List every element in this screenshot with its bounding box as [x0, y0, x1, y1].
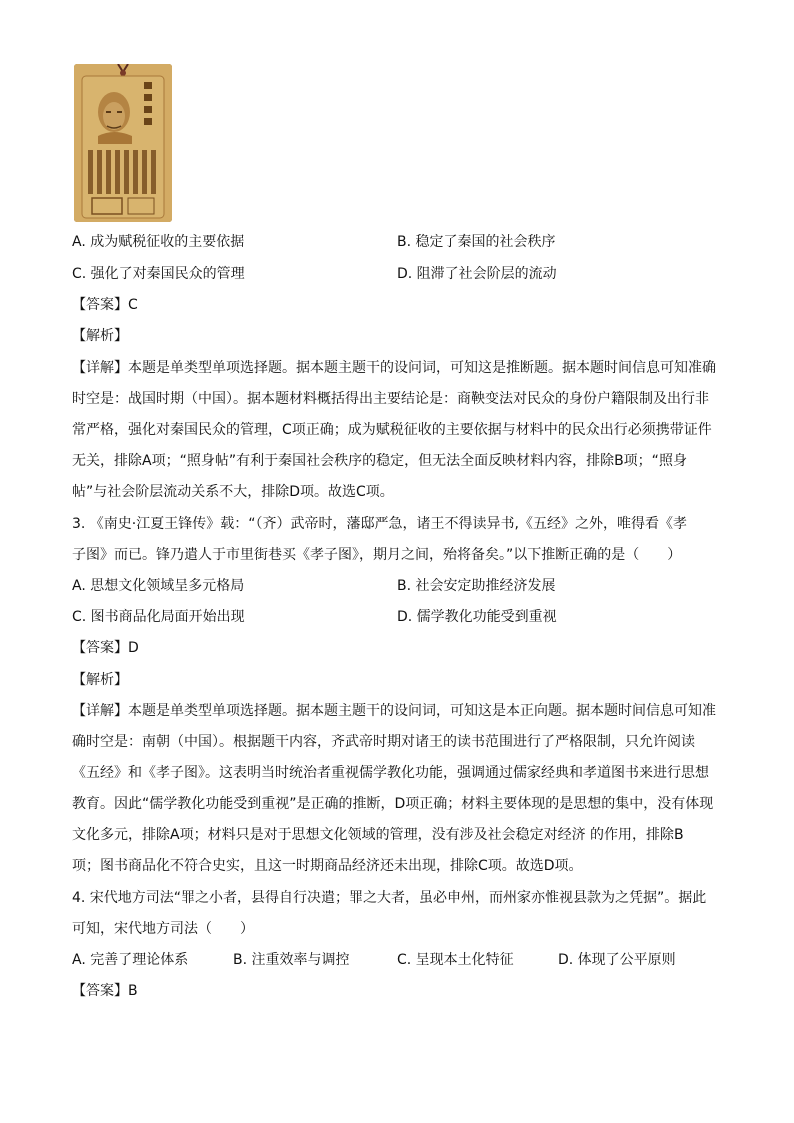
q2-detail-line-5: 帖”与社会阶层流动关系不大，排除D项。故选C项。 — [72, 484, 394, 500]
q3-detail-line-4: 教育。因此“儒学教化功能受到重视”是正确的推断，D项正确；材料主要体现的是思想的集中，没有体现 — [72, 796, 714, 812]
q3-option-a: A. 思想文化领域呈多元格局 — [72, 578, 245, 594]
q3-detail-line-6: 项；图书商品化不符合史实，且这一时期商品经济还未出现，排除C项。故选D项。 — [72, 858, 583, 874]
q4-option-b: B. 注重效率与调控 — [233, 952, 350, 968]
q3-detail-line-5: 文化多元，排除A项；材料只是对于思想文化领域的管理，没有涉及社会稳定对经济 的作用，排除B — [72, 827, 684, 843]
bamboo-tablet-image — [74, 64, 172, 222]
q2-option-c: C. 强化了对秦国民众的管理 — [72, 266, 245, 282]
q4-option-d: D. 体现了公平原则 — [558, 952, 676, 968]
q2-detail-line-1: 【详解】本题是单类型单项选择题。据本题主题干的设问词，可知这是推断题。据本题时间信息可知准确 — [72, 360, 716, 376]
zhaoshentie-photo — [74, 64, 172, 222]
q3-analysis-label: 【解析】 — [72, 672, 128, 688]
q4-option-c: C. 呈现本土化特征 — [397, 952, 514, 968]
q4-stem-line-2: 可知，宋代地方司法（ ） — [72, 921, 254, 937]
q2-analysis-label: 【解析】 — [72, 328, 128, 344]
q2-detail-line-2: 时空是：战国时期（中国）。据本题材料概括得出主要结论是：商鞅变法对民众的身份户籍限制及出行非 — [72, 391, 709, 407]
q3-option-d: D. 儒学教化功能受到重视 — [397, 609, 557, 625]
q4-answer: 【答案】B — [72, 983, 138, 999]
q3-option-b: B. 社会安定助推经济发展 — [397, 578, 556, 594]
q2-option-b: B. 稳定了秦国的社会秩序 — [397, 234, 556, 250]
q4-option-a: A. 完善了理论体系 — [72, 952, 189, 968]
q2-option-d: D. 阻滞了社会阶层的流动 — [397, 266, 557, 282]
q3-stem-line-2: 子图》而已。锋乃遣人于市里街巷买《孝子图》，期月之间，殆将备矣。”以下推断正确的是（ ） — [72, 547, 682, 563]
q3-stem-line-1: 3. 《南史·江夏王锋传》载：“（齐）武帝时，藩邸严急，诸王不得读异书,《五经》之外，唯得看《孝 — [72, 516, 687, 532]
q2-detail-line-4: 无关，排除A项；“照身帖”有利于秦国社会秩序的稳定，但无法全面反映材料内容，排除B项；“照身 — [72, 453, 687, 469]
q3-detail-line-3: 《五经》和《孝子图》。这表明当时统治者重视儒学教化功能，强调通过儒家经典和孝道图书来进行思想 — [72, 765, 709, 781]
q3-option-c: C. 图书商品化局面开始出现 — [72, 609, 245, 625]
q3-detail-line-1: 【详解】本题是单类型单项选择题。据本题主题干的设问词，可知这是本正向题。据本题时间信息可知准 — [72, 703, 716, 719]
q2-option-a: A. 成为赋税征收的主要依据 — [72, 234, 245, 250]
q3-answer: 【答案】D — [72, 640, 139, 656]
q4-stem-line-1: 4. 宋代地方司法“罪之小者，县得自行决遣；罪之大者，虽必申州，而州家亦惟视县款为之凭据”。据此 — [72, 890, 707, 906]
q2-detail-line-3: 常严格，强化对秦国民众的管理，C项正确；成为赋税征收的主要依据与材料中的民众出行必须携带证件 — [72, 422, 712, 438]
q2-answer: 【答案】C — [72, 297, 138, 313]
q3-detail-line-2: 确时空是：南朝（中国）。根据题干内容，齐武帝时期对诸王的读书范围进行了严格限制，只允许阅读 — [72, 734, 695, 750]
